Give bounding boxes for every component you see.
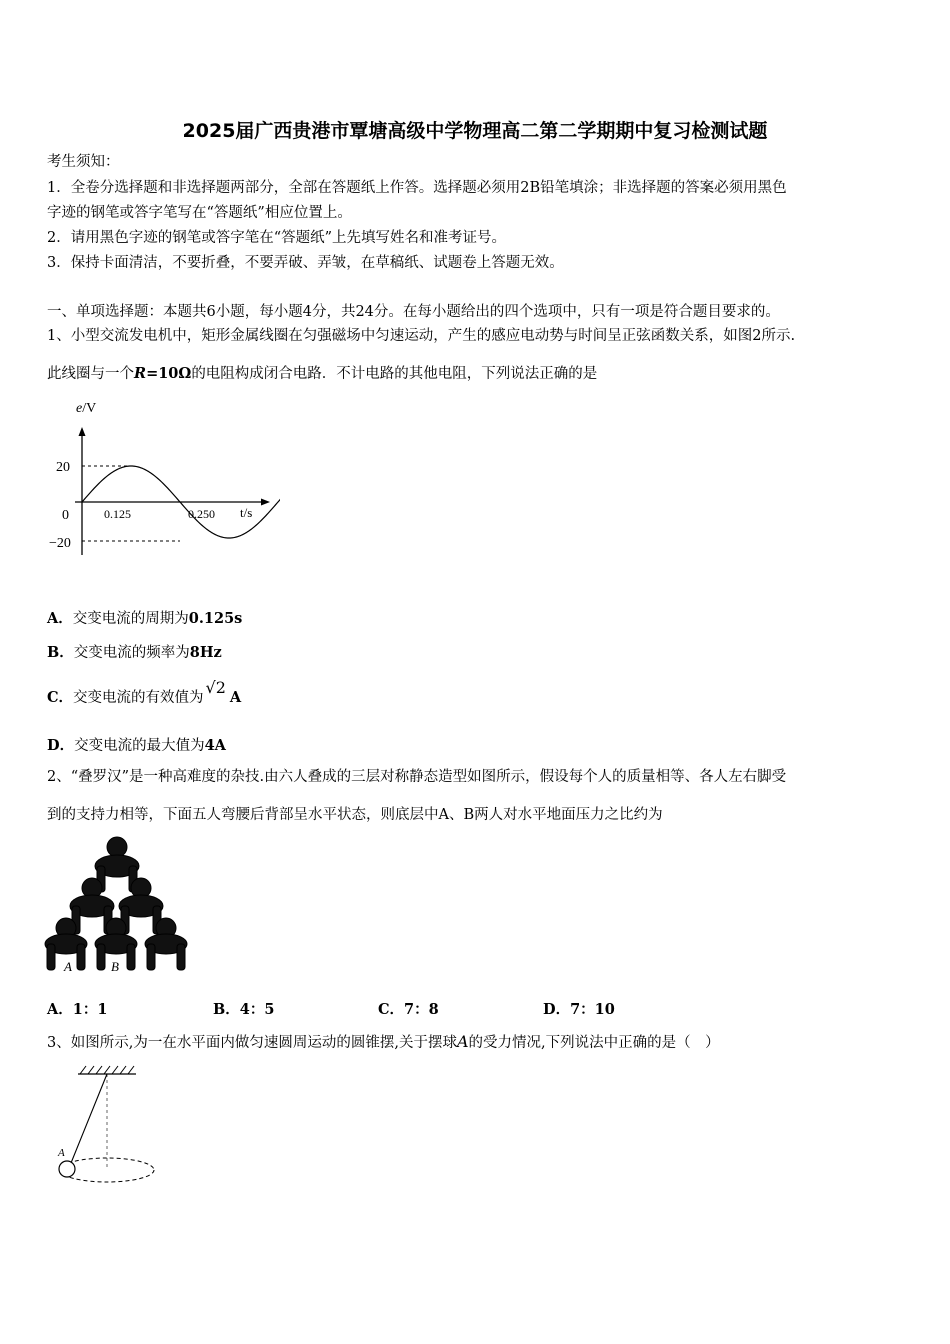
page-title: 2025届广西贵港市覃塘高级中学物理高二第二学期期中复习检测试题 (182, 120, 768, 142)
ball-label-a: A (58, 1147, 65, 1159)
notice-item-1-cont: 字迹的钢笔或答字笔写在“答题纸”相应位置上。 (47, 205, 352, 221)
pendulum-string (71, 1074, 107, 1163)
section-heading: 一、单项选择题：本题共6小题，每小题4分，共24分。在每小题给出的四个选项中，只有一项是符合题目要求的。 (47, 304, 780, 320)
x-axis-label: t/s (240, 505, 253, 520)
q2-option-d[interactable]: D．7：10 (543, 1001, 615, 1018)
option-letter: C． (47, 689, 74, 706)
q3-conical-pendulum-figure (50, 1062, 165, 1192)
q1-option-c[interactable] (47, 678, 242, 707)
ceiling-hatch (80, 1066, 134, 1074)
q3-stem (47, 1032, 720, 1053)
notice-item-1: 1．全卷分选择题和非选择题两部分，全部在答题纸上作答。选择题必须用2B铅笔填涂；非选择题的答案必须用黑色 (47, 180, 787, 196)
x-axis-arrow (261, 499, 270, 506)
q3-stem-text-b: 的受力情况,下列说法中正确的是（ ） (468, 1035, 720, 1051)
q2-option-c[interactable]: C．7：8 (378, 1001, 439, 1018)
q2-human-pyramid-figure (42, 830, 192, 975)
q1-option-a[interactable] (47, 607, 242, 628)
q2-option-a[interactable]: A．1：1 (47, 1001, 108, 1018)
q3-stem-text-a: 3、如图所示,为一在水平面内做匀速圆周运动的圆锥摆,关于摆球 (47, 1035, 457, 1051)
sqrt-two: √2 (205, 678, 226, 697)
q1-option-b[interactable] (47, 641, 222, 662)
q1-resistor-value: =10Ω (146, 365, 192, 382)
pendulum-ball (59, 1161, 75, 1177)
q1-sine-graph (40, 395, 280, 570)
y-axis-label: e/V (76, 401, 97, 416)
notice-heading: 考生须知： (47, 154, 120, 170)
option-text: 交变电流的有效值为 (73, 690, 204, 706)
label-b: B (111, 959, 119, 974)
label-a: A (64, 959, 72, 974)
q2-option-b[interactable]: B．4：5 (213, 1001, 275, 1018)
option-letter: B． (47, 644, 74, 661)
q1-option-d[interactable] (47, 734, 226, 755)
q2-stem-line2: 到的支持力相等，下面五人弯腰后背部呈水平状态，则底层中A、B两人对水平地面压力之比约为 (47, 807, 663, 823)
y-axis-arrow (79, 427, 86, 436)
notice-item-2: 2．请用黑色字迹的钢笔或答字笔在“答题纸”上先填写姓名和准考证号。 (47, 230, 507, 246)
tick-label-0: 0 (62, 508, 69, 523)
option-value: 0.125s (188, 610, 243, 627)
option-letter: A． (47, 610, 73, 627)
option-text: 交变电流的最大值为 (74, 738, 205, 754)
q2-stem-line1: 2、“叠罗汉”是一种高难度的杂技.由六人叠成的三层对称静态造型如图所示，假设每个人的质量相等、各人左右脚受 (47, 769, 787, 785)
tick-label-0125: 0.125 (104, 507, 131, 521)
tick-label-0250: 0.250 (188, 507, 215, 521)
q1-stem-line1: 1、小型交流发电机中，矩形金属线圈在匀强磁场中匀速运动，产生的感应电动势与时间呈正弦函数关系，如图2所示. (47, 328, 796, 344)
q1-resistor-symbol: R (134, 365, 147, 382)
option-text: 交变电流的频率为 (73, 645, 190, 661)
q1-stem-text-a: 此线圈与一个 (47, 366, 134, 382)
option-value: 8Hz (189, 644, 222, 661)
q1-stem-text-b: 的电阻构成闭合电路．不计电路的其他电阻，下列说法正确的是 (191, 366, 598, 382)
option-letter: D． (47, 737, 75, 754)
q3-ball-symbol: A (456, 1032, 469, 1051)
notice-item-3: 3．保持卡面清洁，不要折叠，不要弄破、弄皱，在草稿纸、试题卷上答题无效。 (47, 255, 564, 271)
tick-label-20: 20 (56, 460, 70, 475)
option-value: A (229, 689, 242, 706)
option-value: 4A (204, 737, 226, 754)
acrobat-bottom-c (145, 918, 187, 970)
tick-label-minus-20: −20 (49, 536, 71, 551)
option-text: 交变电流的周期为 (72, 611, 189, 627)
q1-stem-line2 (47, 364, 597, 384)
